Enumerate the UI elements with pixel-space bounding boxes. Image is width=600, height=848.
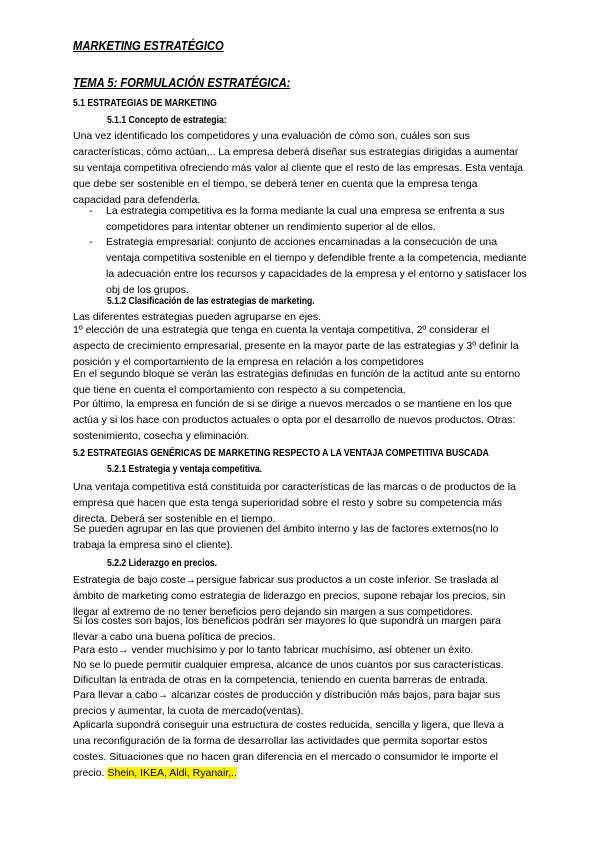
bullet-dash: - (89, 205, 93, 217)
document-title: MARKETING ESTRATÉGICO (73, 38, 224, 53)
paragraph: Las diferentes estrategias pueden agruparse en ejes. (73, 311, 322, 323)
paragraph: No se lo puede permitir cualquier empresa, alcance de unos cuantos por sus características. (73, 659, 504, 671)
paragraph: Estrategia de bajo coste→persigue fabricar sus productos a un coste inferior. Se traslada al ámbito de marketing como estrategia de liderazgo en precios, supone rebajar los precios, sin llegar al extremo de no tener beneficios pero dejando sin margen a sus competidores. (73, 574, 506, 618)
paragraph-aplicacion (73, 718, 523, 782)
bullet-item (89, 235, 529, 299)
bullet-item (89, 204, 529, 236)
paragraph: En el segundo bloque se verán las estrategias definidas en función de la actitud ante su entorno que tiene en cuenta el comportamiento con respecto a su competencia. (73, 368, 521, 396)
bullet-dash: - (89, 236, 93, 248)
highlighted-examples: Shein, IKEA, Aldi, Ryanair,.. (107, 766, 238, 779)
paragraph: Se pueden agrupar en las que provienen del ámbito interno y las de factores externos(no lo trabaja la empresa sino el cliente). (73, 523, 499, 551)
paragraph: Dificultan la entrada de otras en la competencia, teniendo en cuenta barreras de entrada. (73, 674, 489, 686)
paragraph: 1º elección de una estrategia que tenga en cuenta la ventaja competitiva, 2º considerar el aspecto de crecimiento empresarial, presente en la mayor parte de las estrategias y 3º definir la posición y el comportamiento de la empresa en relación a los competidores (73, 324, 519, 368)
paragraph: Por último, la empresa en función de si se dirige a nuevos mercados o se mantiene en los que actúa y si los hace con productos actuales o opta por el desarrollo de nuevos productos. Otras: sostenimiento, cosecha y eliminación. (73, 398, 516, 442)
paragraph-concepto: Una vez identificado los competidores y una evaluación de cómo son, cuáles son sus características, cómo actúan,.. La empresa deberá diseñar sus estrategias dirigidas a aumentar su ventaja competitiva ofreciendo más valor al cliente que el resto de las empresas. Esta ventaja que debe ser sostenible en el tiempo, se deberá tener en cuenta que la empresa tenga capacidad para defenderla. (73, 130, 523, 206)
bullet-text: Estrategia empresarial: conjunto de acciones encaminadas a la consecución de una ventaja competitiva sostenible en el tiempo y defendible frente a la competencia, mediante la adecuación entre los recursos y capacidades de la empresa y el entorno y satisfacer los obj de los grupos. (106, 236, 527, 296)
paragraph: Para llevar a cabo→ alcanzar costes de producción y distribución más bajos, para bajar sus precios y aumentar, la cuota de mercado(ventas). (73, 689, 501, 717)
subsection-heading-5-1-2: 5.1.2 Clasificación de las estrategias de marketing. (107, 295, 315, 307)
subsection-heading-5-1-1: 5.1.1 Concepto de estrategia: (107, 114, 227, 126)
paragraph: Si los costes son bajos, los beneficios podrán ser mayores lo que supondrá un margen para llevar a cabo una buena política de precios. (73, 615, 501, 643)
paragraph-text: Aplicarla supondrá conseguir una estructura de costes reducida, sencilla y ligera, que lleva a una reconfiguración de la forma de desarrollar las actividades que permita soportar estos costes. Situaciones que no hacen gran diferencia en el mercado o consumidor le importe el precio. (73, 719, 504, 779)
bullet-text: La estrategia competitiva es la forma mediante la cual una empresa se enfrenta a sus competidores para intentar obtener un rendimiento superior al de ellos. (106, 205, 505, 233)
subsection-heading-5-2-2: 5.2.2 Liderazgo en precios. (107, 557, 218, 569)
section-heading-5-2: 5.2 ESTRATEGIAS GENÉRICAS DE MARKETING RESPECTO A LA VENTAJA COMPETITIVA BUSCADA (73, 447, 489, 459)
section-heading-5-1: 5.1 ESTRATEGIAS DE MARKETING (73, 97, 217, 109)
subsection-heading-5-2-1: 5.2.1 Estrategia y ventaja competitiva. (107, 463, 263, 475)
topic-heading: TEMA 5: FORMULACIÓN ESTRATÉGICA: (73, 75, 291, 90)
paragraph: Una ventaja competitiva está constituida por características de las marcas o de productos de la empresa que hacen que esta tenga superioridad sobre el resto y sobre su competencia más directa. Deberá ser sostenible en el tiempo. (73, 481, 516, 525)
paragraph: Para esto→ vender muchísimo y por lo tanto fabricar muchísimo, así obtener un éxito. (73, 644, 474, 656)
